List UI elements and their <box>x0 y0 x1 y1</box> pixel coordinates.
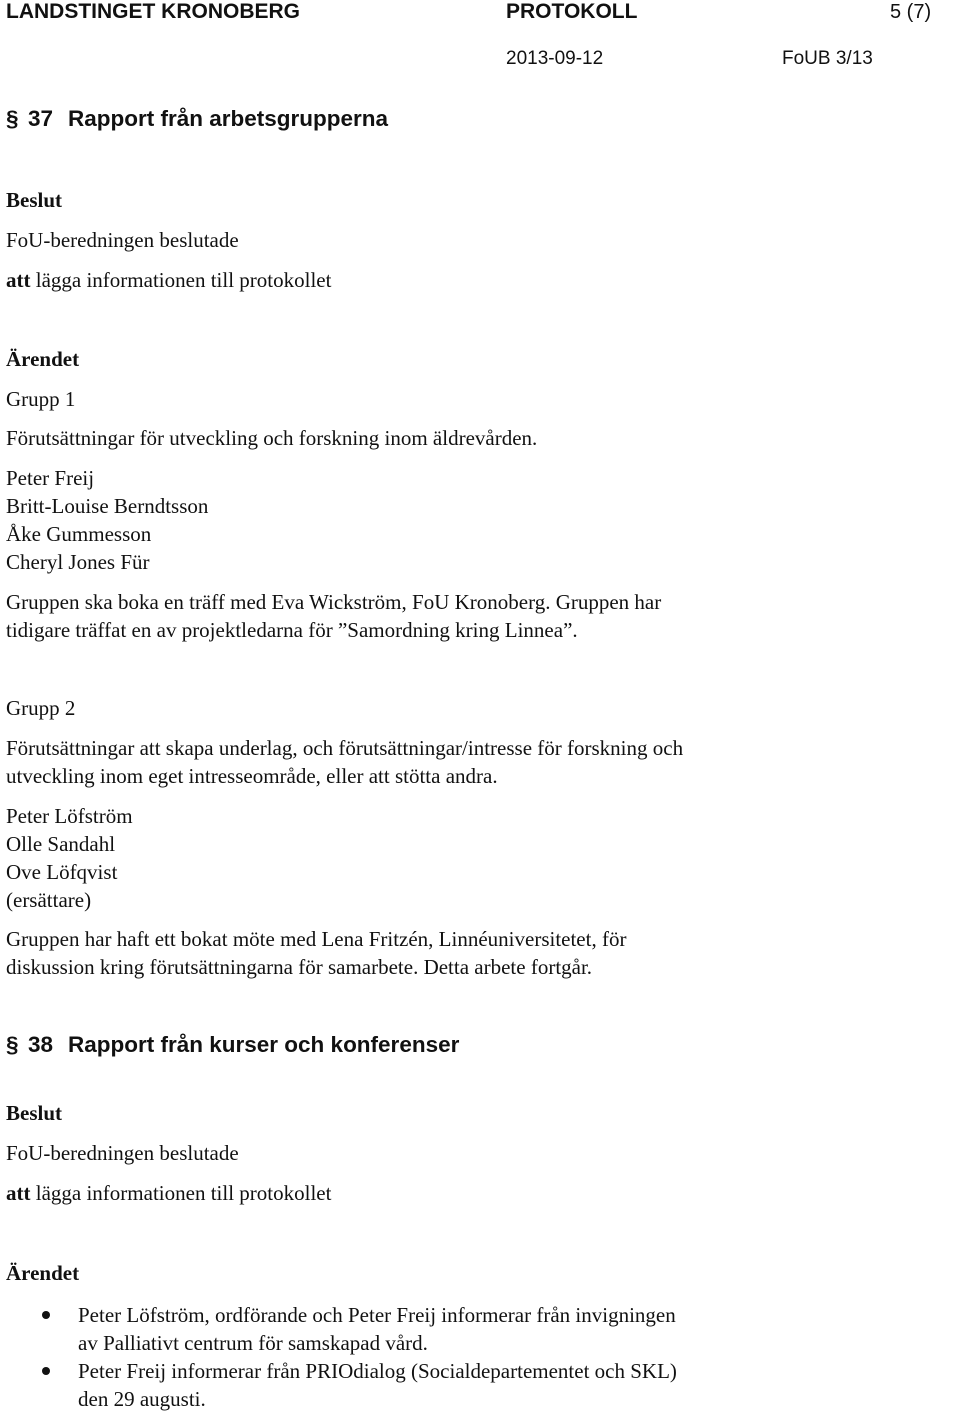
page-number: 5 (7) <box>890 1 932 23</box>
bullet-icon <box>42 1311 50 1319</box>
list-item <box>78 1301 676 1357</box>
document-reference: FoUB 3/13 <box>782 48 873 69</box>
text-line: Gruppen ska boka en träff med Eva Wickström, FoU Kronoberg. Gruppen har <box>6 590 662 614</box>
text-line: Peter Löfström, ordförande och Peter Freij informerar från invigningen <box>78 1303 676 1327</box>
beslut-heading: Beslut <box>6 188 63 212</box>
decision-intro: FoU-beredningen beslutade <box>6 228 239 252</box>
decision-text: lägga informationen till protokollet <box>35 268 332 292</box>
member: Britt-Louise Berndtsson <box>6 494 209 518</box>
section-symbol: § <box>6 1032 19 1057</box>
section-symbol: § <box>6 106 19 131</box>
org-name: LANDSTINGET KRONOBERG <box>6 0 300 23</box>
member: Peter Freij <box>6 466 95 490</box>
decision-att: att <box>6 268 31 292</box>
arendet-heading: Ärendet <box>6 1261 80 1285</box>
section-number: 37 <box>28 106 54 131</box>
text-line: Peter Freij informerar från PRIOdialog (Socialdepartementet och SKL) <box>78 1359 677 1383</box>
decision-line <box>6 1181 331 1206</box>
group-2-members <box>6 802 133 914</box>
member: Ove Löfqvist <box>6 860 118 884</box>
document-date: 2013-09-12 <box>506 48 604 69</box>
group-1-text <box>6 588 661 644</box>
group-2-topic <box>6 734 683 790</box>
section-38-heading <box>6 1032 459 1058</box>
member: Peter Löfström <box>6 804 133 828</box>
text-line: Gruppen har haft ett bokat möte med Lena Fritzén, Linnéuniversitetet, för <box>6 927 627 951</box>
group-1-topic: Förutsättningar för utveckling och forskning inom äldrevården. <box>6 426 538 450</box>
arendet-heading: Ärendet <box>6 347 80 371</box>
section-title: Rapport från arbetsgrupperna <box>68 106 389 131</box>
member: Cheryl Jones Für <box>6 550 150 574</box>
decision-intro: FoU-beredningen beslutade <box>6 1141 239 1165</box>
document-type: PROTOKOLL <box>506 0 638 23</box>
list-item <box>78 1357 677 1413</box>
group-2-text <box>6 925 626 981</box>
member: Olle Sandahl <box>6 832 116 856</box>
text-line: den 29 augusti. <box>78 1387 206 1411</box>
text-line: av Palliativt centrum för samskapad vård. <box>78 1331 428 1355</box>
decision-att: att <box>6 1181 31 1205</box>
text-line: diskussion kring förutsättningarna för samarbete. Detta arbete fortgår. <box>6 955 593 979</box>
decision-text: lägga informationen till protokollet <box>35 1181 332 1205</box>
section-number: 38 <box>28 1032 54 1057</box>
group-2-title: Grupp 2 <box>6 696 76 720</box>
decision-line <box>6 268 331 293</box>
member: (ersättare) <box>6 888 92 912</box>
member: Åke Gummesson <box>6 522 152 546</box>
section-37-heading <box>6 106 388 132</box>
section-title: Rapport från kurser och konferenser <box>68 1032 460 1057</box>
group-1-members <box>6 464 208 576</box>
text-line: utveckling inom eget intresseområde, eller att stötta andra. <box>6 764 498 788</box>
text-line: tidigare träffat en av projektledarna för ”Samordning kring Linnea”. <box>6 618 578 642</box>
bullet-icon <box>42 1367 50 1375</box>
text-line: Förutsättningar att skapa underlag, och förutsättningar/intresse för forskning och <box>6 736 684 760</box>
beslut-heading: Beslut <box>6 1101 63 1125</box>
group-1-title: Grupp 1 <box>6 387 76 411</box>
